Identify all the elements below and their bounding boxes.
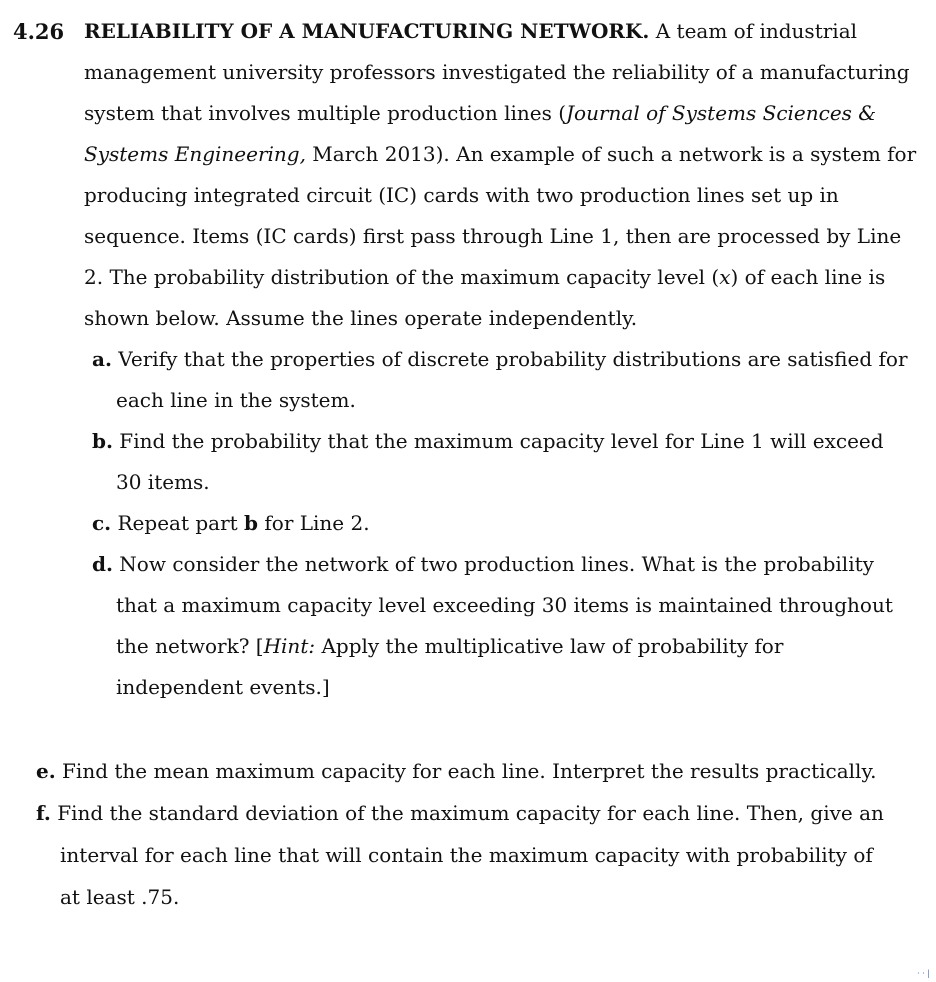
parts-a-to-d: [92, 339, 912, 708]
intro-text-2: March 2013). An example of such a network is a system for producing integrated circuit (IC) cards with two production lines set up in sequence. Items (IC cards) first pass through Line 1, then are processed by Line 2. The probability distribution of the maximum capacity level (: [84, 142, 917, 289]
exercise-number: 4.26: [13, 19, 65, 44]
part-d-letter: d.: [92, 552, 113, 576]
parts-e-to-f: [36, 750, 896, 918]
part-c-letter: c.: [92, 511, 112, 535]
part-a-text: Verify that the properties of discrete probability distributions are satisfied for each line in the system.: [111, 347, 908, 412]
part-d: [92, 544, 912, 708]
intro-text-3: ) of each line is shown below. Assume the lines operate independently.: [84, 265, 886, 330]
part-e-letter: e.: [36, 759, 56, 783]
part-b-text: Find the probability that the maximum capacity level for Line 1 will exceed 30 items.: [112, 429, 884, 494]
part-c-text-2: for Line 2.: [258, 511, 370, 535]
variable-x: x: [719, 265, 731, 289]
exercise-title: RELIABILITY OF A MANUFACTURING NETWORK.: [84, 19, 650, 43]
part-a: [92, 339, 912, 421]
part-d-text-1: Now consider the network of two production lines. What is the probability that a maximum capacity level exceeding 30 items is maintained throughout the network? [: [112, 552, 893, 658]
part-e: [36, 750, 896, 792]
part-f: [36, 792, 896, 918]
part-f-text: Find the standard deviation of the maximum capacity for each line. Then, give an interval for each line that will contain the maximum capacity with probability of at least .75.: [50, 801, 884, 909]
intro-text-1: A team of industrial management university professors investigated the reliability of a manufacturing system that involves multiple production lines (: [84, 19, 910, 125]
part-c: [92, 503, 912, 544]
part-b-letter: b.: [92, 429, 113, 453]
part-e-text: Find the mean maximum capacity for each line. Interpret the results practically.: [55, 759, 877, 783]
part-b: [92, 421, 912, 503]
part-a-letter: a.: [92, 347, 112, 371]
part-d-hint-label: Hint:: [263, 634, 316, 658]
part-c-text-1: Repeat part: [111, 511, 245, 535]
part-f-letter: f.: [36, 801, 51, 825]
corner-mark: · · |: [917, 969, 930, 978]
part-d-text-2: Apply the multiplicative law of probability for independent events.]: [116, 634, 784, 699]
part-c-reference: b: [244, 511, 259, 535]
journal-citation: Journal of Systems Sciences & Systems Engineering,: [84, 101, 877, 166]
exercise-intro: [84, 11, 924, 339]
